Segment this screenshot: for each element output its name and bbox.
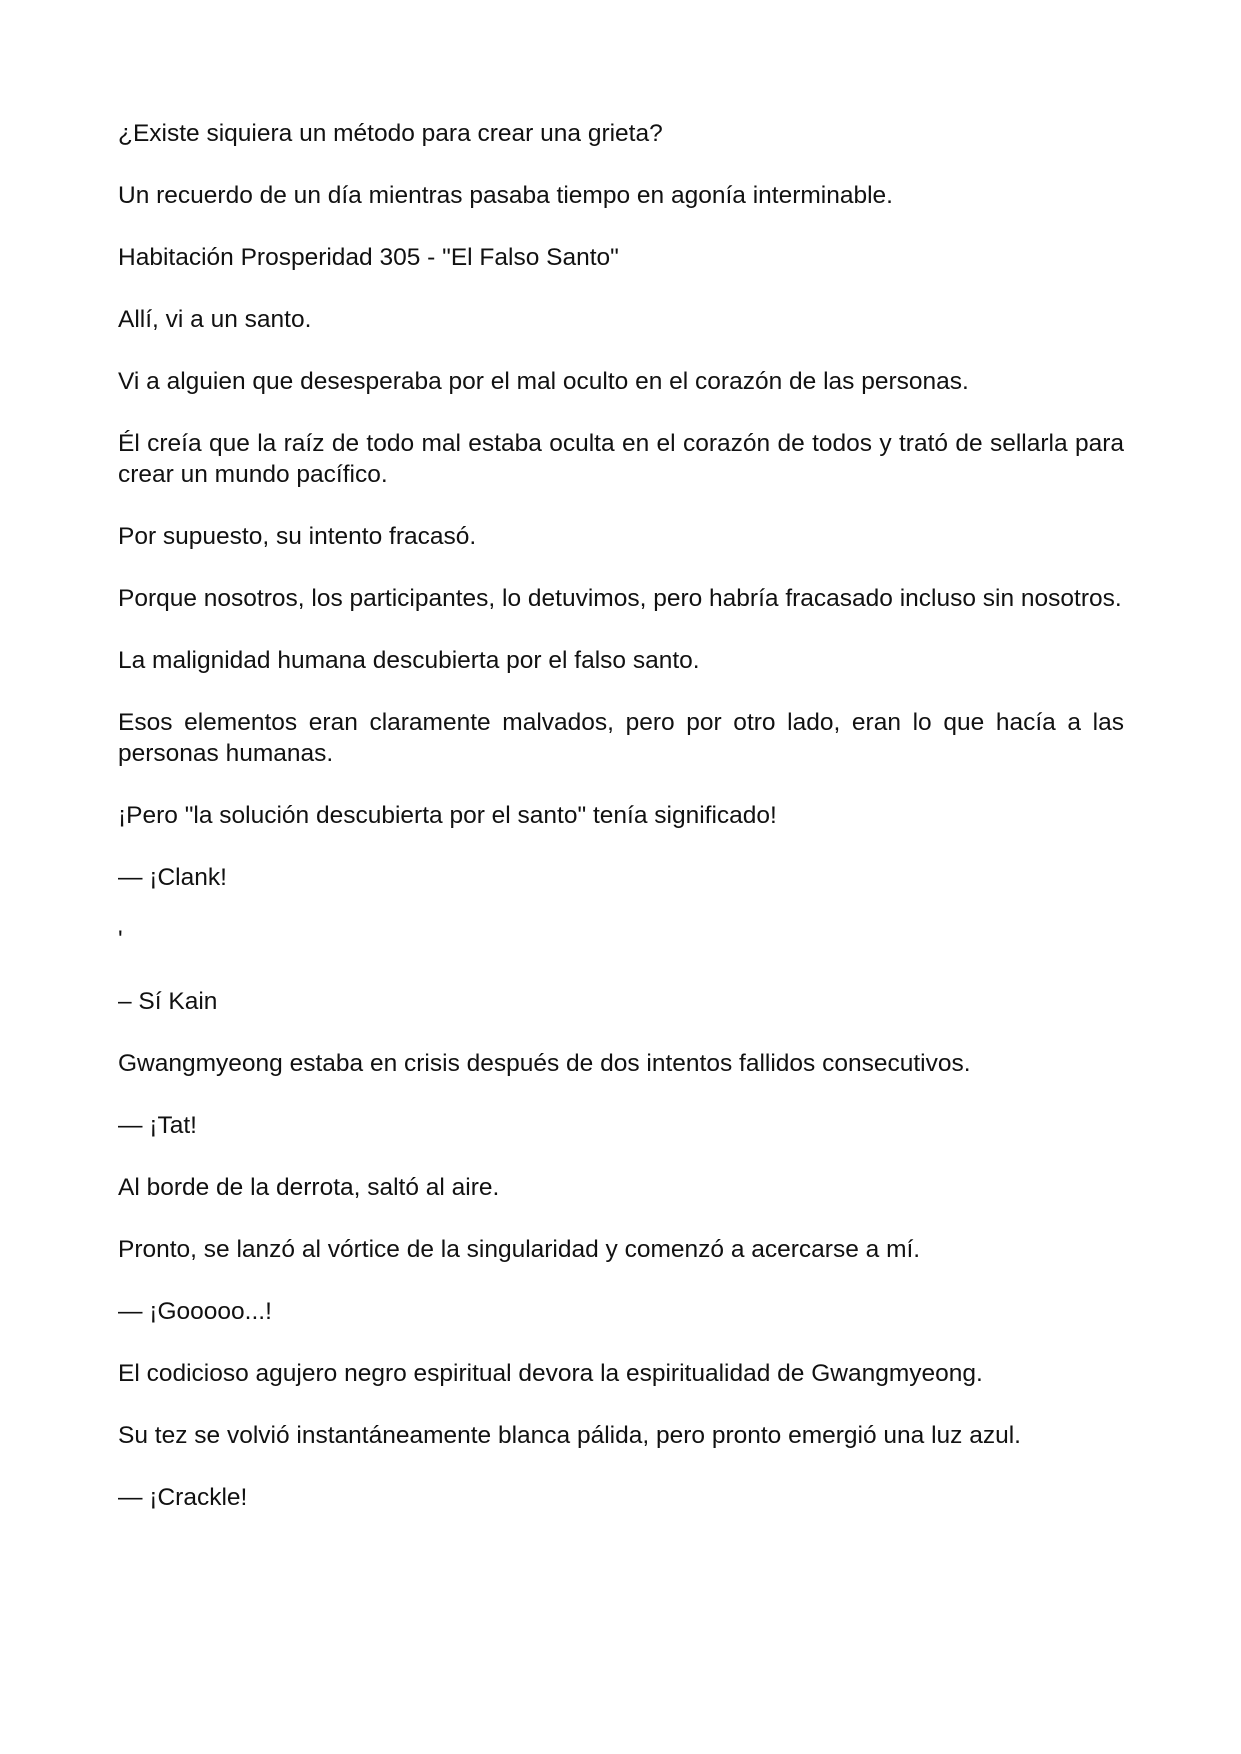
paragraph: La malignidad humana descubierta por el falso santo. (118, 647, 700, 674)
paragraph: Un recuerdo de un día mientras pasaba tiempo en agonía interminable. (118, 182, 893, 209)
paragraph: Pronto, se lanzó al vórtice de la singularidad y comenzó a acercarse a mí. (118, 1236, 921, 1263)
paragraph: Porque nosotros, los participantes, lo detuvimos, pero habría fracasado incluso sin nosotros. (118, 585, 1122, 612)
document-body (118, 118, 1124, 1544)
paragraph: Él creía que la raíz de todo mal estaba oculta en el corazón de todos y trató de sellarla para crear un mundo pacífico. (118, 430, 1124, 488)
paragraph: ¡Pero "la solución descubierta por el santo" tenía significado! (118, 802, 777, 829)
paragraph: Esos elementos eran claramente malvados, pero por otro lado, eran lo que hacía a las personas humanas. (118, 709, 1124, 767)
paragraph: Al borde de la derrota, saltó al aire. (118, 1174, 500, 1201)
paragraph: El codicioso agujero negro espiritual devora la espiritualidad de Gwangmyeong. (118, 1360, 983, 1387)
paragraph: Su tez se volvió instantáneamente blanca pálida, pero pronto emergió una luz azul. (118, 1422, 1021, 1449)
paragraph: Gwangmyeong estaba en crisis después de dos intentos fallidos consecutivos. (118, 1050, 971, 1077)
paragraph: — ¡Gooooo...! (118, 1298, 272, 1325)
paragraph: — ¡Clank! (118, 864, 227, 891)
paragraph: Por supuesto, su intento fracasó. (118, 523, 477, 550)
paragraph: Habitación Prosperidad 305 - "El Falso Santo" (118, 244, 619, 271)
paragraph: ¿Existe siquiera un método para crear una grieta? (118, 120, 663, 147)
paragraph: – Sí Kain (118, 988, 218, 1015)
paragraph: — ¡Tat! (118, 1112, 197, 1139)
paragraph: Allí, vi a un santo. (118, 306, 312, 333)
paragraph: Vi a alguien que desesperaba por el mal oculto en el corazón de las personas. (118, 368, 969, 395)
paragraph: — ¡Crackle! (118, 1484, 248, 1511)
paragraph: ' (118, 926, 123, 953)
